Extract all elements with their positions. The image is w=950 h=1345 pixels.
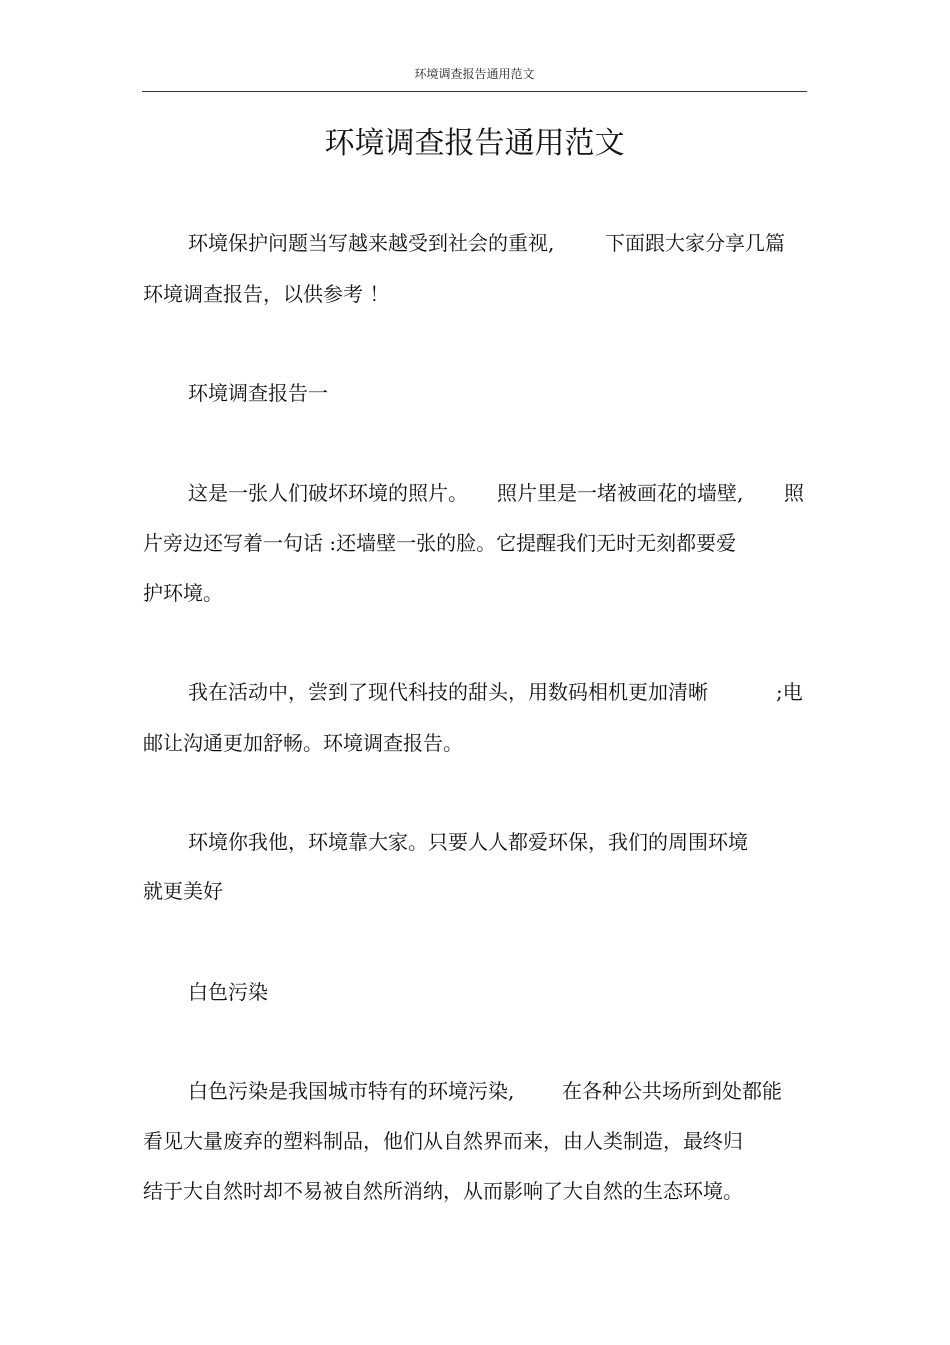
p4-line-1a: 白色污染是我国城市特有的环境污染, xyxy=(188,1079,515,1103)
section-heading-1: 环境调查报告一 xyxy=(188,381,328,405)
p3-line-1: 环境你我他，环境靠大家。只要人人都爱环保，我们的周围环境 xyxy=(188,830,748,854)
p4-line-2: 看见大量废弃的塑料制品，他们从自然界而来，由人类制造，最终归 xyxy=(143,1129,743,1153)
p4-line-1b: 在各种公共场所到处都能 xyxy=(562,1079,782,1103)
p1-line-1c: 照 xyxy=(784,481,804,505)
p1-line-1b: 照片里是一堵被画花的墙壁, xyxy=(497,481,744,505)
intro-line-1b: 下面跟大家分享几篇 xyxy=(605,231,785,255)
intro-line-2: 环境调查报告，以供参考 ！ xyxy=(143,282,390,306)
p2-line-2: 邮让沟通更加舒畅。环境调查报告。 xyxy=(143,731,463,755)
p1-line-2: 片旁边还写着一句话 :还墙壁一张的脸。它提醒我们无时无刻都要爱 xyxy=(143,531,737,555)
p1-line-3: 护环境。 xyxy=(143,581,223,605)
intro-line-1a: 环境保护问题当写越来越受到社会的重视, xyxy=(188,231,555,255)
p3-line-2: 就更美好 xyxy=(143,879,223,903)
running-header: 环境调查报告通用范文 xyxy=(414,67,535,81)
p1-line-1a: 这是一张人们破坏环境的照片。 xyxy=(188,481,468,505)
header-rule xyxy=(142,91,807,92)
p4-line-3: 结于大自然时却不易被自然所消纳，从而影响了大自然的生态环境。 xyxy=(143,1179,743,1203)
p2-line-1a: 我在活动中，尝到了现代科技的甜头，用数码相机更加清晰 xyxy=(188,680,708,704)
section-heading-2: 白色污染 xyxy=(188,980,268,1004)
document-title: 环境调查报告通用范文 xyxy=(324,126,625,161)
p2-line-1b: ;电 xyxy=(776,680,803,704)
